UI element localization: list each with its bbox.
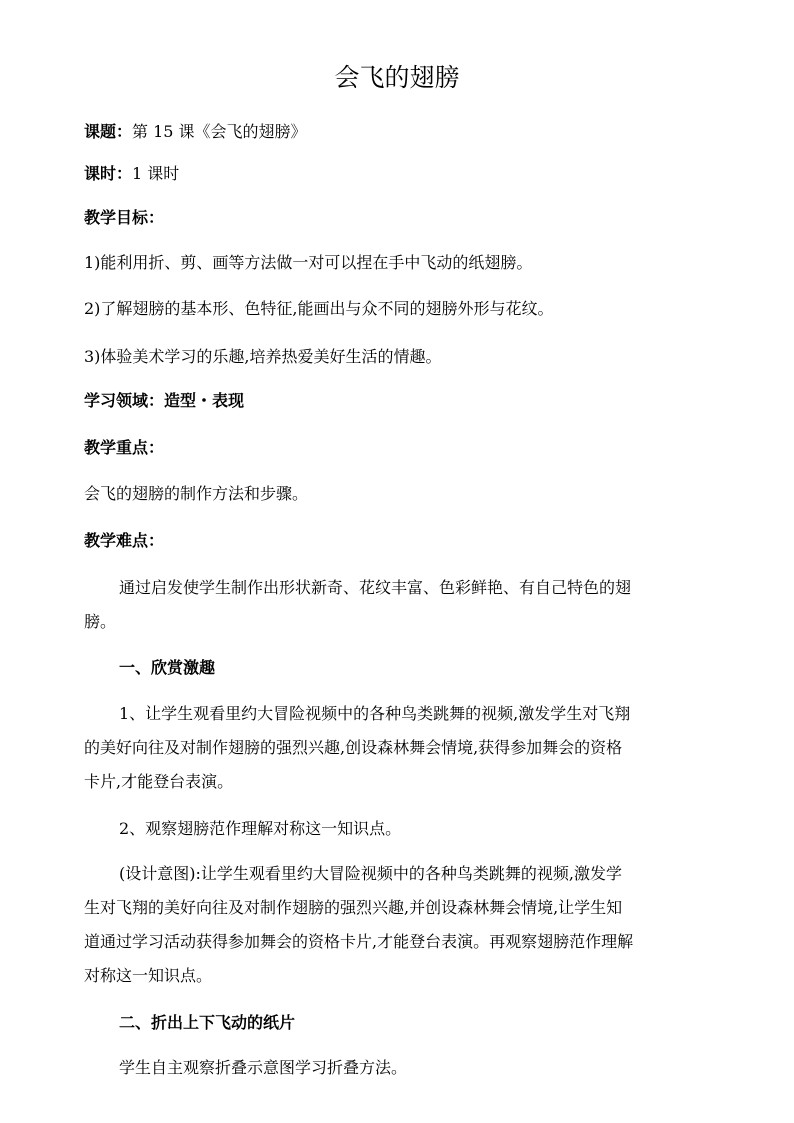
period-line [84, 157, 724, 191]
difficulty-line-2: 膀。 [84, 612, 117, 631]
period-value: 1 课时 [132, 164, 180, 183]
section2-heading: 二、折出上下飞动的纸片 [119, 1013, 296, 1032]
difficulty-line-1: 通过启发使学生制作出形状新奇、花纹丰富、色彩鲜艳、有自己特色的翅 [119, 578, 632, 597]
section1-p1-line-1: 1、让学生观看里约大冒险视频中的各种鸟类跳舞的视频,激发学生对飞翔 [119, 704, 631, 723]
section1-paragraph-2: 2、观察翅膀范作理解对称这一知识点。 [119, 819, 402, 838]
section1-paragraph-1 [84, 697, 724, 799]
goal-item-2: 2)了解翅膀的基本形、色特征,能画出与众不同的翅膀外形与花纹。 [84, 299, 554, 318]
design-intent-paragraph [84, 857, 724, 993]
key-point-text: 会飞的翅膀的制作方法和步骤。 [84, 484, 309, 503]
difficulty-paragraph [84, 571, 724, 639]
goals-heading: 教学目标： [84, 208, 165, 227]
page-title: 会飞的翅膀 [334, 63, 460, 92]
key-point-heading: 教学重点： [84, 438, 165, 457]
design-intent-line-2: 生对飞翔的美好向往及对制作翅膀的强烈兴趣,并创设森林舞会情境,让学生知 [84, 898, 623, 917]
design-intent-line-1: (设计意图):让学生观看里约大冒险视频中的各种鸟类跳舞的视频,激发学 [119, 864, 622, 883]
field-line [84, 384, 724, 418]
section1-p1-line-3: 卡片,才能登台表演。 [84, 772, 234, 791]
field-value: 造型・表现 [164, 391, 245, 410]
section1-p1-line-2: 的美好向往及对制作翅膀的强烈兴趣,创设森林舞会情境,获得参加舞会的资格 [84, 738, 623, 757]
period-label: 课时： [84, 164, 133, 183]
design-intent-line-3: 道通过学习活动获得参加舞会的资格卡片,才能登台表演。再观察翅膀范作理解 [84, 932, 634, 951]
section1-heading: 一、欣赏激趣 [119, 658, 216, 677]
section2-paragraph-1: 学生自主观察折叠示意图学习折叠方法。 [119, 1058, 408, 1077]
field-label: 学习领域： [84, 391, 165, 410]
difficulty-heading: 教学难点： [84, 531, 165, 550]
topic-value: 第 15 课《会飞的翅膀》 [132, 122, 307, 141]
topic-line [84, 115, 724, 149]
goal-item-3: 3)体验美术学习的乐趣,培养热爱美好生活的情趣。 [84, 347, 442, 366]
design-intent-line-4: 对称这一知识点。 [84, 966, 213, 985]
goal-item-1: 1)能利用折、剪、画等方法做一对可以捏在手中飞动的纸翅膀。 [84, 253, 533, 272]
topic-label: 课题： [84, 122, 133, 141]
